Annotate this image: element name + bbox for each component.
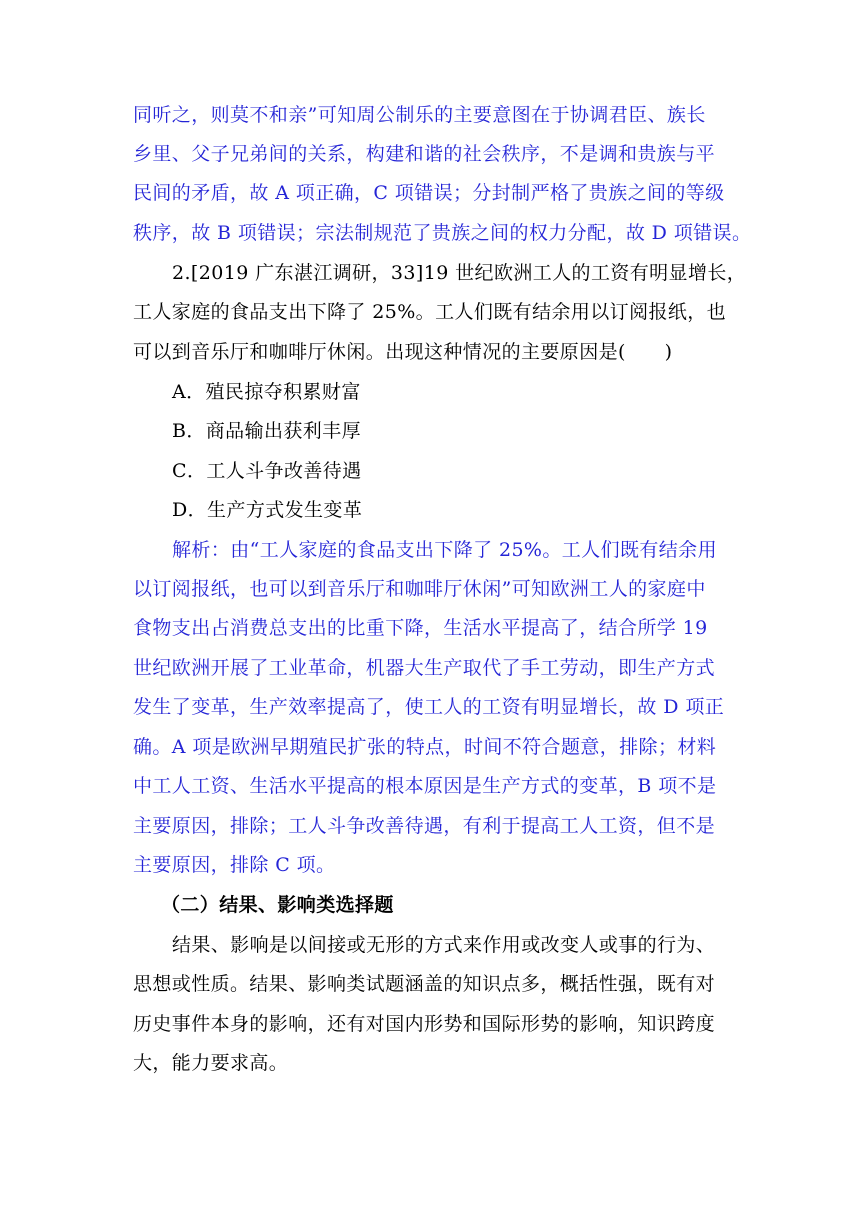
analysis-line-6: 确。A 项是欧洲早期殖民扩张的特点，时间不符合题意，排除；材料: [133, 736, 717, 758]
section-body-line-3: 历史事件本身的影响，还有对国内形势和国际形势的影响，知识跨度: [133, 1013, 716, 1035]
analysis-line-7: 中工人工资、生活水平提高的根本原因是生产方式的变革，B 项不是: [133, 775, 717, 797]
prev-analysis-line-3: 民间的矛盾，故 A 项正确，C 项错误；分封制严格了贵族之间的等级: [133, 182, 725, 204]
option-a: A．殖民掠夺积累财富: [172, 381, 361, 403]
prev-analysis-line-4: 秩序，故 B 项错误；宗法制规范了贵族之间的权力分配，故 D 项错误。: [133, 222, 752, 244]
analysis-line-5: 发生了变革，生产效率提高了，使工人的工资有明显增长，故 D 项正: [133, 696, 725, 718]
question-stem-line-3: 可以到音乐厅和咖啡厅休闲。出现这种情况的主要原因是( ): [133, 341, 673, 363]
section-body-line-4: 大，能力要求高。: [133, 1052, 289, 1074]
analysis-line-3: 食物支出占消费总支出的比重下降，生活水平提高了，结合所学 19: [133, 617, 708, 639]
prev-analysis-line-2: 乡里、父子兄弟间的关系，构建和谐的社会秩序，不是调和贵族与平: [133, 143, 716, 165]
analysis-line-9: 主要原因，排除 C 项。: [133, 854, 336, 876]
section-heading: （二）结果、影响类选择题: [161, 894, 394, 916]
analysis-line-2: 以订阅报纸，也可以到音乐厅和咖啡厅休闲”可知欧洲工人的家庭中: [133, 578, 706, 600]
option-b: B．商品输出获利丰厚: [172, 420, 361, 442]
analysis-line-8: 主要原因，排除；工人斗争改善待遇，有利于提高工人工资，但不是: [133, 815, 716, 837]
analysis-line-4: 世纪欧洲开展了工业革命，机器大生产取代了手工劳动，即生产方式: [133, 657, 716, 679]
option-d: D．生产方式发生变革: [172, 499, 363, 521]
option-c: C．工人斗争改善待遇: [172, 460, 362, 482]
prev-analysis-line-1: 同听之，则莫不和亲”可知周公制乐的主要意图在于协调君臣、族长: [133, 104, 706, 126]
question-stem-line-1: 2.[2019 广东湛江调研，33]19 世纪欧洲工人的工资有明显增长，: [172, 262, 747, 284]
analysis-line-1: 解析：由“工人家庭的食品支出下降了 25%。工人们既有结余用: [172, 539, 717, 561]
question-stem-line-2: 工人家庭的食品支出下降了 25%。工人们既有结余用以订阅报纸，也: [133, 301, 727, 323]
section-body-line-2: 思想或性质。结果、影响类试题涵盖的知识点多，概括性强，既有对: [133, 973, 716, 995]
section-body-line-1: 结果、影响是以间接或无形的方式来作用或改变人或事的行为、: [172, 934, 716, 956]
